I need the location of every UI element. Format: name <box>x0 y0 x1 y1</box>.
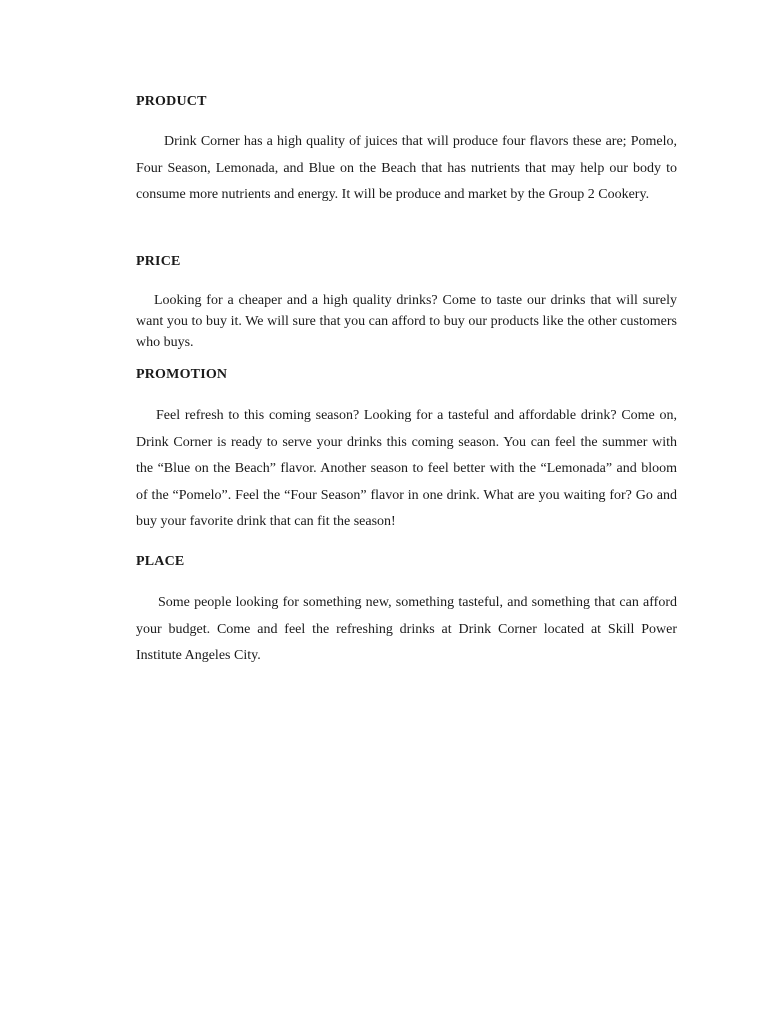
section-heading-place: PLACE <box>136 554 185 569</box>
section-heading-product: PRODUCT <box>136 94 207 109</box>
section-text-product: Drink Corner has a high quality of juices that will produce four flavors these are; Pomelo, Four Season, Lemonada, and Blue on the Beach that has nutrients that may help our body to consume more nutrients and energy. It will be produce and market by the Group 2 Cookery. <box>136 134 677 202</box>
section-heading-price: PRICE <box>136 254 181 269</box>
section-heading-promotion: PROMOTION <box>136 367 228 382</box>
section-text-place: Some people looking for something new, something tasteful, and something that can afford your budget. Come and feel the refreshing drinks at Drink Corner located at Skill Power Institute Angeles City. <box>136 595 677 663</box>
section-text-promotion: Feel refresh to this coming season? Looking for a tasteful and affordable drink? Come on, Drink Corner is ready to serve your drinks this coming season. You can feel the summer with the “Blue on the Beach” flavor. Another season to feel better with the “Lemonada” and bloom of the “Pomelo”. Feel the “Four Season” flavor in one drink. What are you waiting for? Go and buy your favorite drink that can fit the season! <box>136 408 677 529</box>
section-text-price: Looking for a cheaper and a high quality drinks? Come to taste our drinks that will surely want you to buy it. We will sure that you can afford to buy our products like the other customers who buys. <box>136 293 677 350</box>
